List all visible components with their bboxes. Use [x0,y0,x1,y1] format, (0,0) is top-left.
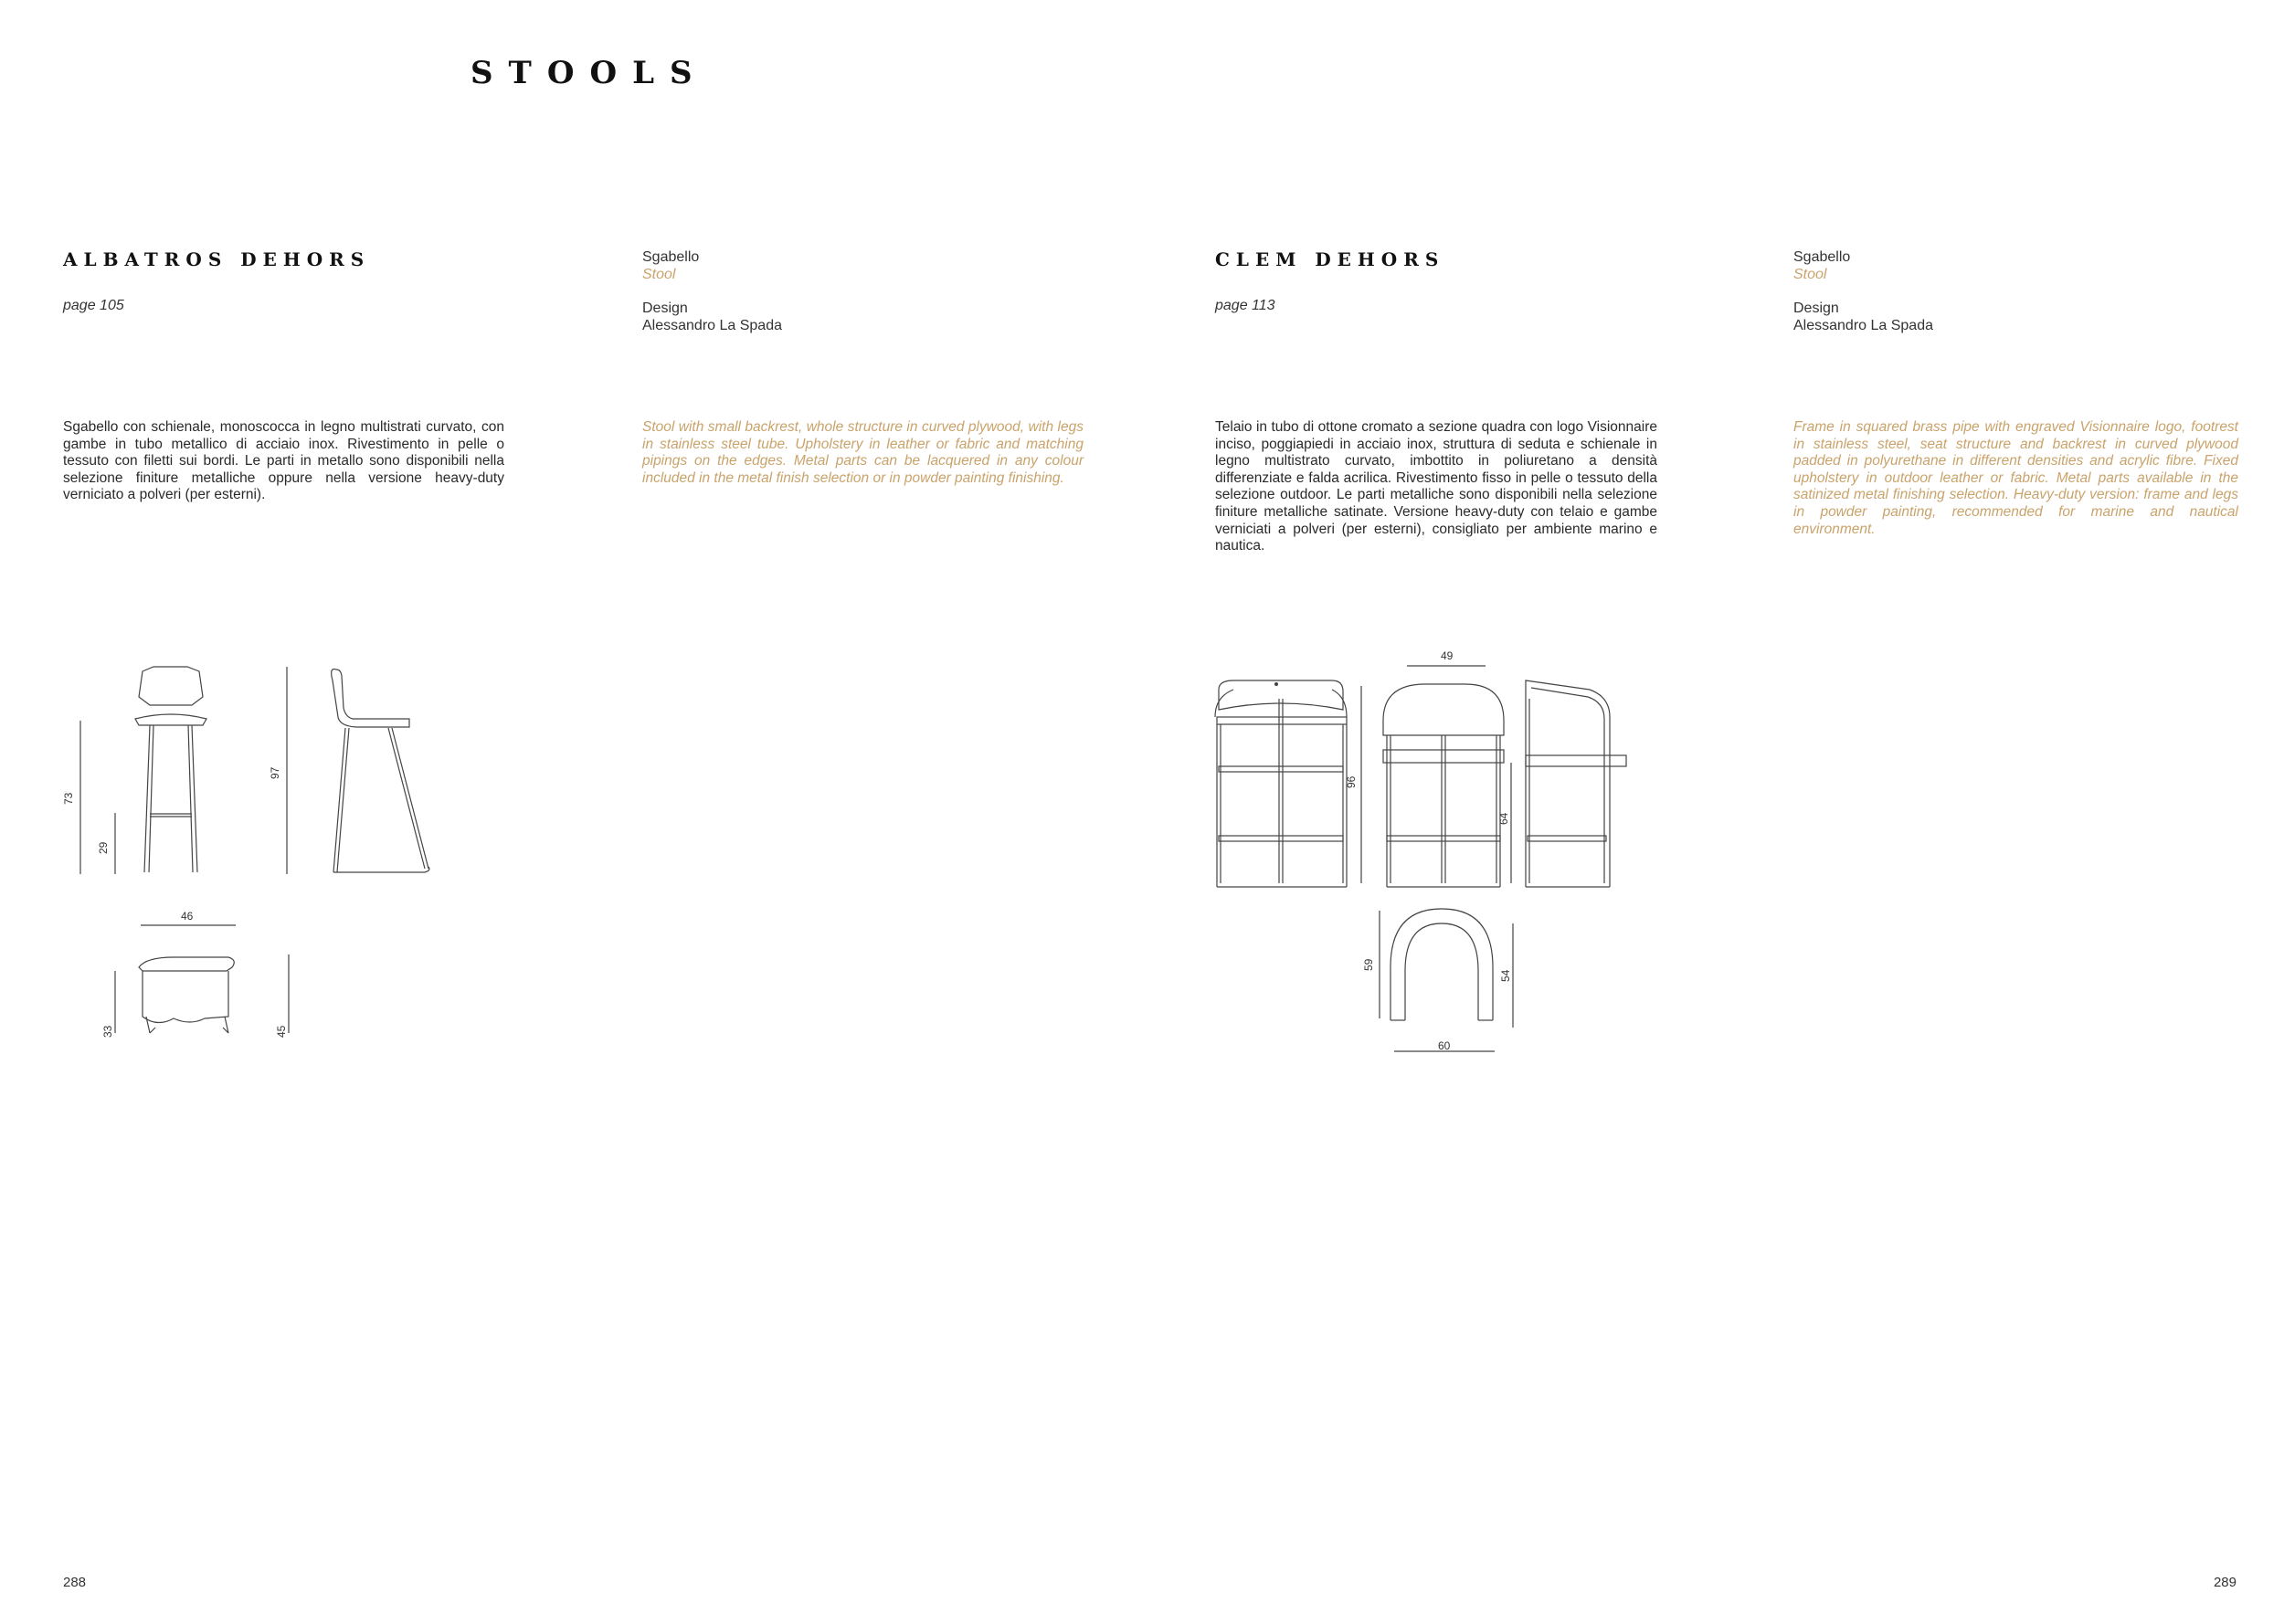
dim-33: 33 [101,1025,114,1038]
clem-side-view [1526,680,1610,887]
designer-name: Alessandro La Spada [642,318,782,333]
dim-54: 54 [1499,969,1512,982]
dim-73: 73 [62,792,75,805]
description-en-clem: Frame in squared brass pipe with engraved Visionnaire logo, footrest in stainless steel, seat structure and backrest in curved plywood padded in polyurethane in different densities and acrylic fibre. Fixed upholstery in outdoor leather or fabric. Metal parts available in the satinized metal finishing selection. Heavy-duty version: frame and legs in powder painting, recommended for marine and nautical environment. [1793,419,2238,537]
type-en: Stool [642,267,676,282]
page-ref-clem[interactable]: page 113 [1215,298,1275,313]
design-label: Design [1793,301,1839,316]
design-label: Design [642,301,688,316]
product-title-albatros: ALBATROS DEHORS [63,248,371,270]
albatros-technical-drawing [55,653,448,1082]
clem-technical-drawing [1206,644,1681,1073]
albatros-front-seat [135,714,206,725]
description-it-albatros: Sgabello con schienale, monoscocca in legno multistrati curvato, con gambe in tubo metallico di acciaio inox. Rivestimento in pelle o tessuto con filetti sui bordi. Le parti in metallo sono disponibili nella selezione finiture metalliche oppure nella versione heavy-duty verniciato a polveri (per esterni). [63,419,504,503]
clem-front-view [1383,684,1504,735]
type-en: Stool [1793,267,1827,282]
albatros-top-view [139,957,234,971]
page-number-left: 288 [63,1575,87,1590]
clem-back-view [1219,680,1343,710]
product-title-clem: CLEM DEHORS [1215,248,1445,270]
albatros-side-shell [332,670,409,728]
dim-59: 59 [1362,958,1375,971]
meta-clem [1793,248,2159,334]
section-title: STOOLS [471,55,708,91]
dim-96: 96 [1345,775,1358,788]
designer-name: Alessandro La Spada [1793,318,1933,333]
description-en-albatros: Stool with small backrest, whole structure in curved plywood, with legs in stainless steel tube. Upholstery in leather or fabric and matching pipings on the edges. Metal parts can be lacquered in any colour included in the metal finish selection or in powder painting finishing. [642,419,1084,486]
clem-top-view [1390,909,1493,1020]
dim-64: 64 [1497,812,1510,825]
dim-46: 46 [181,910,194,923]
page-number-right: 289 [2213,1575,2236,1590]
dim-60: 60 [1438,1039,1451,1052]
dim-45: 45 [275,1025,288,1038]
albatros-front-backrest [139,667,203,705]
dim-49: 49 [1441,649,1454,662]
dim-29: 29 [97,841,110,854]
meta-albatros [642,248,1008,334]
description-it-clem: Telaio in tubo di ottone cromato a sezione quadra con logo Visionnaire inciso, poggiapiedi in acciaio inox, struttura di seduta e schienale in legno multistrato curvato, imbottito in poliuretano a densità differenziate e falda acrilica. Rivestimento fisso in pelle o tessuto della selezione outdoor. Le parti metalliche sono disponibili nella selezione finiture metalliche satinate. Versione heavy-duty con telaio e gambe verniciati a polveri (per esterni), consigliato per ambiente marino e nautica. [1215,419,1657,554]
dim-97: 97 [269,766,281,779]
type-it: Sgabello [1793,249,1851,265]
page-ref-albatros[interactable]: page 105 [63,298,124,313]
type-it: Sgabello [642,249,700,265]
